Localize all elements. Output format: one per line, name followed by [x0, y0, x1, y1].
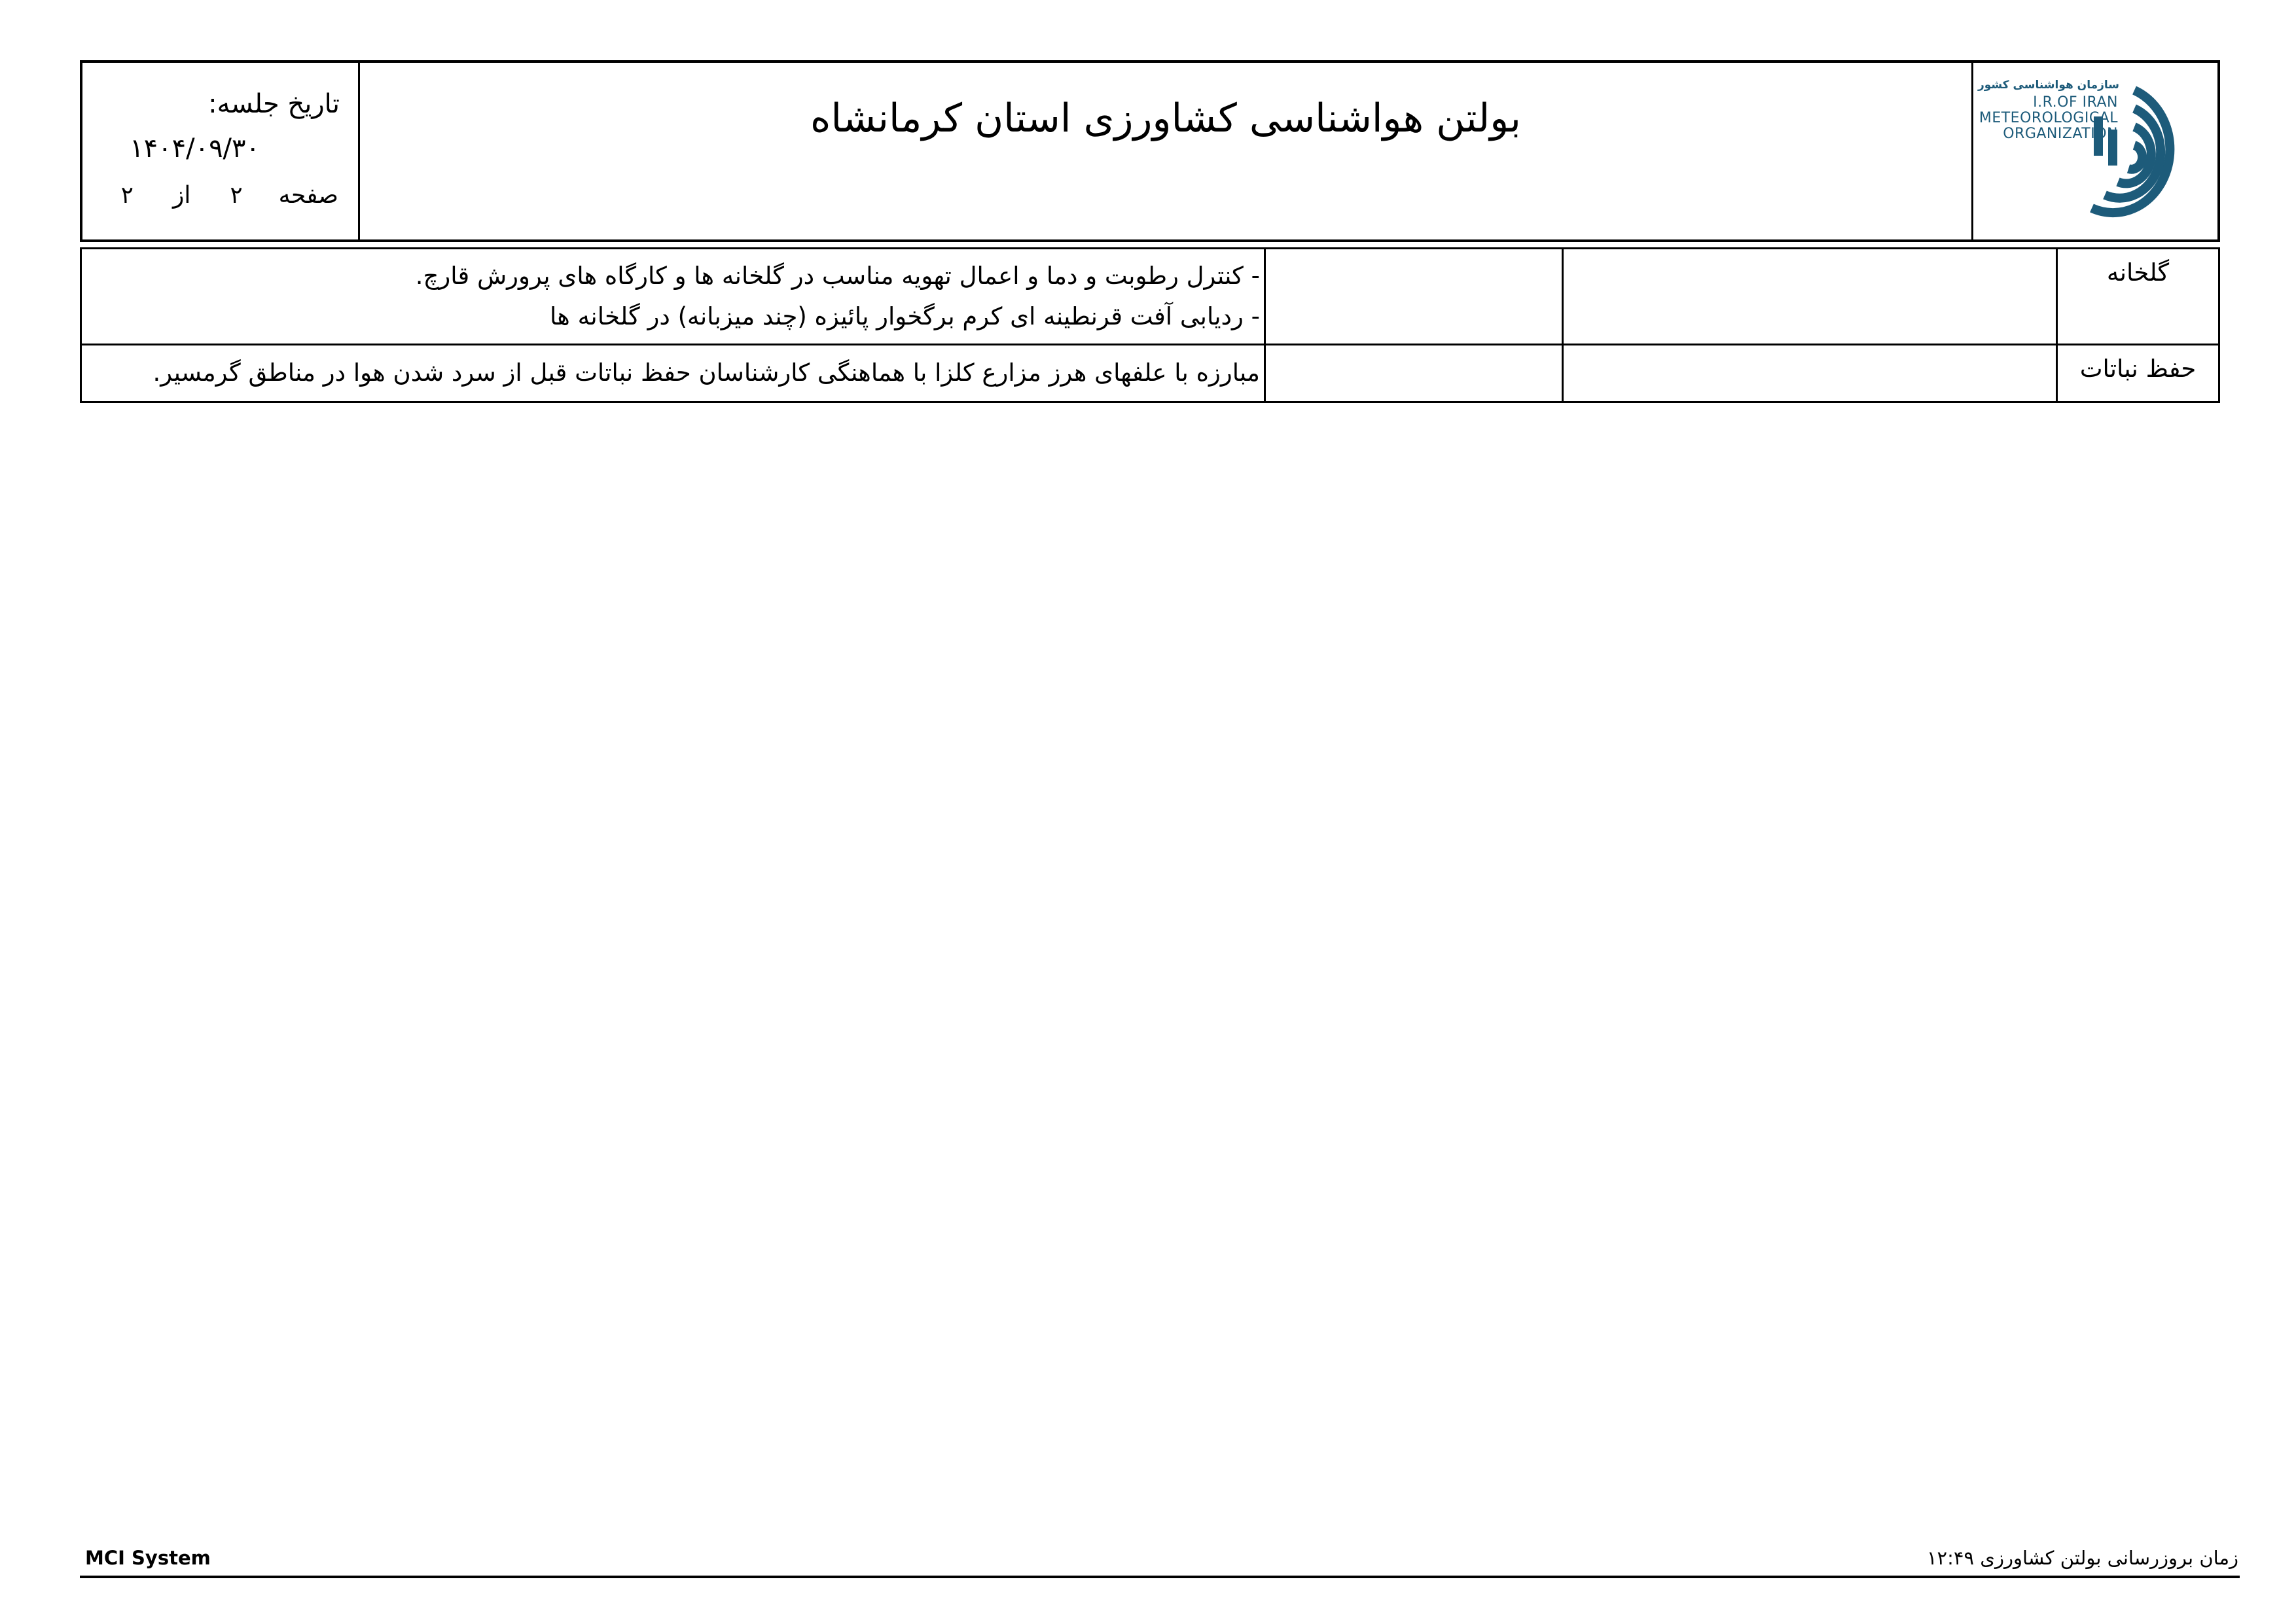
session-date-value: ۱۴۰۴/۰۹/۳۰ [130, 133, 260, 164]
meteorological-organization-logo-icon [2072, 77, 2197, 228]
footer-divider [80, 1576, 2240, 1578]
update-time: زمان بروزرسانی بولتن کشاورزی ۱۲:۴۹ [1926, 1547, 2238, 1569]
empty-cell [1563, 345, 2057, 402]
recommendation-cell [81, 345, 1265, 402]
page-total: ۲ [120, 182, 134, 209]
empty-cell [1265, 345, 1563, 402]
page-word: صفحه [278, 182, 338, 209]
page-indicator [121, 182, 338, 209]
recommendation-line: - کنترل رطوبت و دما و اعمال تهویه مناسب در گلخانه ها و کارگاه های پرورش قارچ. [415, 262, 1260, 290]
bulletin-title: بولتن هواشناسی کشاورزی استان کرمانشاه [810, 96, 1521, 141]
category-cell: گلخانه [2057, 249, 2219, 345]
page-current: ۲ [230, 182, 243, 209]
recommendation-cell [81, 249, 1265, 345]
title-cell [360, 63, 1971, 239]
recommendations-table [80, 247, 2220, 403]
bulletin-header [80, 60, 2220, 242]
logo-persian-text: سازمان هواشناسی کشور [1977, 79, 2119, 92]
system-name: MCI System [85, 1547, 211, 1569]
table-row [81, 249, 2219, 345]
logo-english-line3: ORGANIZATION [2003, 126, 2118, 142]
logo-english-line1: I.R.OF IRAN [2033, 94, 2118, 111]
empty-cell [1563, 249, 2057, 345]
recommendation-line: مبارزه با علفهای هرز مزارع کلزا با هماهنگی کارشناسان حفظ نباتات قبل از سرد شدن هوا در مناطق گرمسیر. [152, 359, 1260, 387]
category-cell: حفظ نباتات [2057, 345, 2219, 402]
logo-cell [1971, 63, 2217, 239]
table-row [81, 345, 2219, 402]
recommendation-line: - ردیابی آفت قرنطینه ای کرم برگخوار پائیزه (چند میزبانه) در گلخانه ها [550, 302, 1260, 330]
logo-english-line2: METEOROLOGICAL [1979, 110, 2118, 126]
page-of-word: از [172, 182, 191, 209]
session-info-cell [82, 63, 360, 239]
session-date-label: تاریخ جلسه: [208, 89, 340, 119]
empty-cell [1265, 249, 1563, 345]
